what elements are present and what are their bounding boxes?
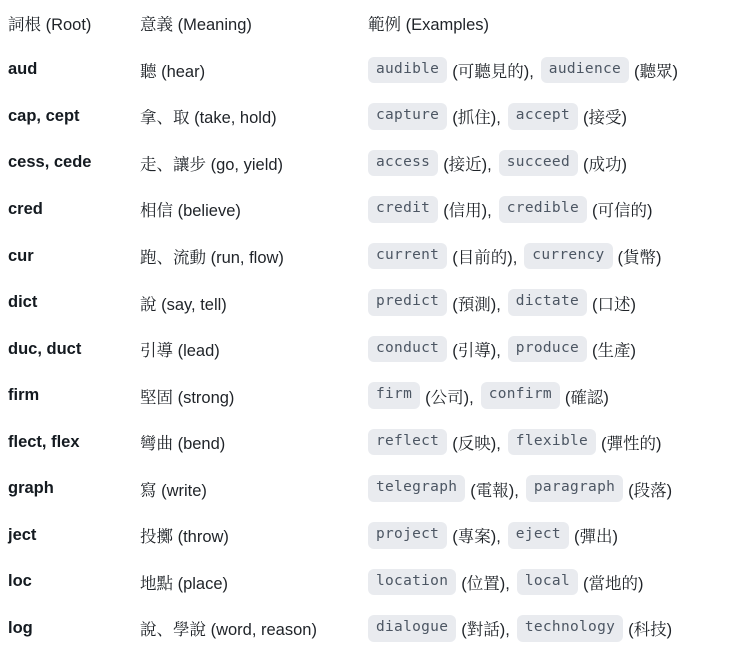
meaning-cell: 拿、取 (take, hold) — [140, 109, 277, 128]
example-word-pill: predict — [368, 289, 447, 316]
example-word-pill: telegraph — [368, 475, 465, 502]
root-cell: duc, duct — [8, 339, 82, 358]
examples-cell — [368, 522, 736, 549]
table-row — [8, 233, 736, 280]
examples-cell — [368, 382, 736, 409]
example-gloss: (對話), — [461, 621, 510, 640]
header-examples: 範例 (Examples) — [368, 16, 490, 35]
example-word-pill: eject — [508, 522, 569, 549]
meaning-cell: 相信 (believe) — [140, 202, 241, 221]
example-word-pill: audible — [368, 57, 447, 84]
meaning-cell: 跑、流動 (run, flow) — [140, 249, 284, 267]
example-gloss: (口述) — [592, 295, 637, 314]
example-gloss: (彈出) — [573, 528, 618, 547]
table-row — [8, 47, 736, 94]
example-gloss: (抓住), — [452, 109, 501, 128]
example-gloss: (信用), — [443, 202, 492, 221]
examples-cell — [368, 615, 736, 642]
examples-cell — [368, 57, 736, 84]
examples-cell — [368, 103, 736, 130]
table-row — [8, 605, 736, 652]
table-row — [8, 186, 736, 233]
table-row — [8, 140, 736, 187]
example-word-pill: technology — [517, 615, 623, 642]
root-cell: log — [8, 618, 33, 637]
example-word-pill: succeed — [499, 150, 578, 177]
root-cell: firm — [8, 386, 40, 405]
example-gloss: (生產) — [592, 342, 637, 361]
example-word-pill: conduct — [368, 336, 447, 363]
meaning-cell: 說 (say, tell) — [140, 295, 227, 314]
example-gloss: (引導), — [452, 342, 501, 361]
examples-cell — [368, 150, 736, 177]
meaning-cell: 引導 (lead) — [140, 342, 220, 361]
example-gloss: (當地的) — [582, 574, 644, 593]
example-word-pill: access — [368, 150, 438, 177]
example-word-pill: produce — [508, 336, 587, 363]
examples-cell — [368, 196, 736, 223]
example-gloss: (專案), — [452, 528, 501, 547]
example-gloss: (可信的) — [592, 202, 653, 221]
root-cell: cap, cept — [8, 106, 80, 125]
meaning-cell: 寫 (write) — [140, 481, 207, 500]
table-row — [8, 465, 736, 512]
example-word-pill: location — [368, 569, 456, 596]
example-gloss: (貨幣) — [617, 249, 662, 267]
examples-cell — [368, 475, 736, 502]
examples-cell — [368, 289, 736, 316]
root-cell: flect, flex — [8, 432, 80, 451]
example-word-pill: accept — [508, 103, 578, 130]
table-row — [8, 419, 736, 466]
root-cell: loc — [8, 572, 32, 591]
example-word-pill: current — [368, 243, 447, 270]
example-gloss: (反映), — [452, 435, 501, 454]
example-word-pill: paragraph — [526, 475, 623, 502]
meaning-cell: 說、學說 (word, reason) — [140, 621, 317, 640]
example-word-pill: credit — [368, 196, 438, 223]
table-row — [8, 279, 736, 326]
table-row — [8, 326, 736, 373]
table-row — [8, 93, 736, 140]
meaning-cell: 投擲 (throw) — [140, 528, 229, 547]
table-row — [8, 512, 736, 559]
example-word-pill: capture — [368, 103, 447, 130]
example-gloss: (段落) — [628, 481, 673, 500]
root-cell: cred — [8, 199, 43, 218]
example-word-pill: local — [517, 569, 578, 596]
root-cell: ject — [8, 525, 37, 544]
root-cell: cess, cede — [8, 153, 92, 172]
example-word-pill: dictate — [508, 289, 587, 316]
example-word-pill: firm — [368, 382, 420, 409]
root-cell: graph — [8, 479, 54, 498]
example-gloss: (成功) — [582, 155, 627, 174]
example-gloss: (科技) — [628, 621, 673, 640]
table-body — [8, 47, 736, 652]
root-cell: aud — [8, 60, 38, 79]
examples-cell — [368, 429, 736, 456]
example-word-pill: project — [368, 522, 447, 549]
example-gloss: (接近), — [443, 155, 492, 174]
example-word-pill: currency — [524, 243, 612, 270]
meaning-cell: 彎曲 (bend) — [140, 435, 226, 454]
meaning-cell: 堅固 (strong) — [140, 388, 235, 407]
meaning-cell: 聽 (hear) — [140, 62, 206, 81]
example-gloss: (預測), — [452, 295, 501, 314]
table-row — [8, 372, 736, 419]
examples-cell — [368, 569, 736, 596]
example-gloss: (目前的), — [452, 249, 518, 267]
root-cell: dict — [8, 293, 38, 312]
example-word-pill: flexible — [508, 429, 596, 456]
example-gloss: (聽眾) — [634, 62, 679, 81]
example-word-pill: audience — [541, 57, 629, 84]
meaning-cell: 地點 (place) — [140, 574, 229, 593]
examples-cell — [368, 243, 736, 270]
examples-cell — [368, 336, 736, 363]
example-gloss: (公司), — [425, 388, 474, 407]
example-gloss: (彈性的) — [601, 435, 662, 454]
example-word-pill: dialogue — [368, 615, 456, 642]
header-root: 詞根 (Root) — [8, 16, 92, 35]
example-gloss: (確認) — [564, 388, 609, 407]
header-meaning: 意義 (Meaning) — [140, 16, 252, 35]
example-gloss: (位置), — [461, 574, 510, 593]
table-header-row — [8, 0, 736, 47]
example-word-pill: confirm — [481, 382, 560, 409]
example-word-pill: credible — [499, 196, 587, 223]
root-cell: cur — [8, 246, 34, 265]
example-gloss: (接受) — [582, 109, 627, 128]
meaning-cell: 走、讓步 (go, yield) — [140, 155, 284, 174]
example-word-pill: reflect — [368, 429, 447, 456]
example-gloss: (可聽見的), — [452, 62, 534, 81]
example-gloss: (電報), — [470, 481, 519, 500]
table-row — [8, 559, 736, 606]
